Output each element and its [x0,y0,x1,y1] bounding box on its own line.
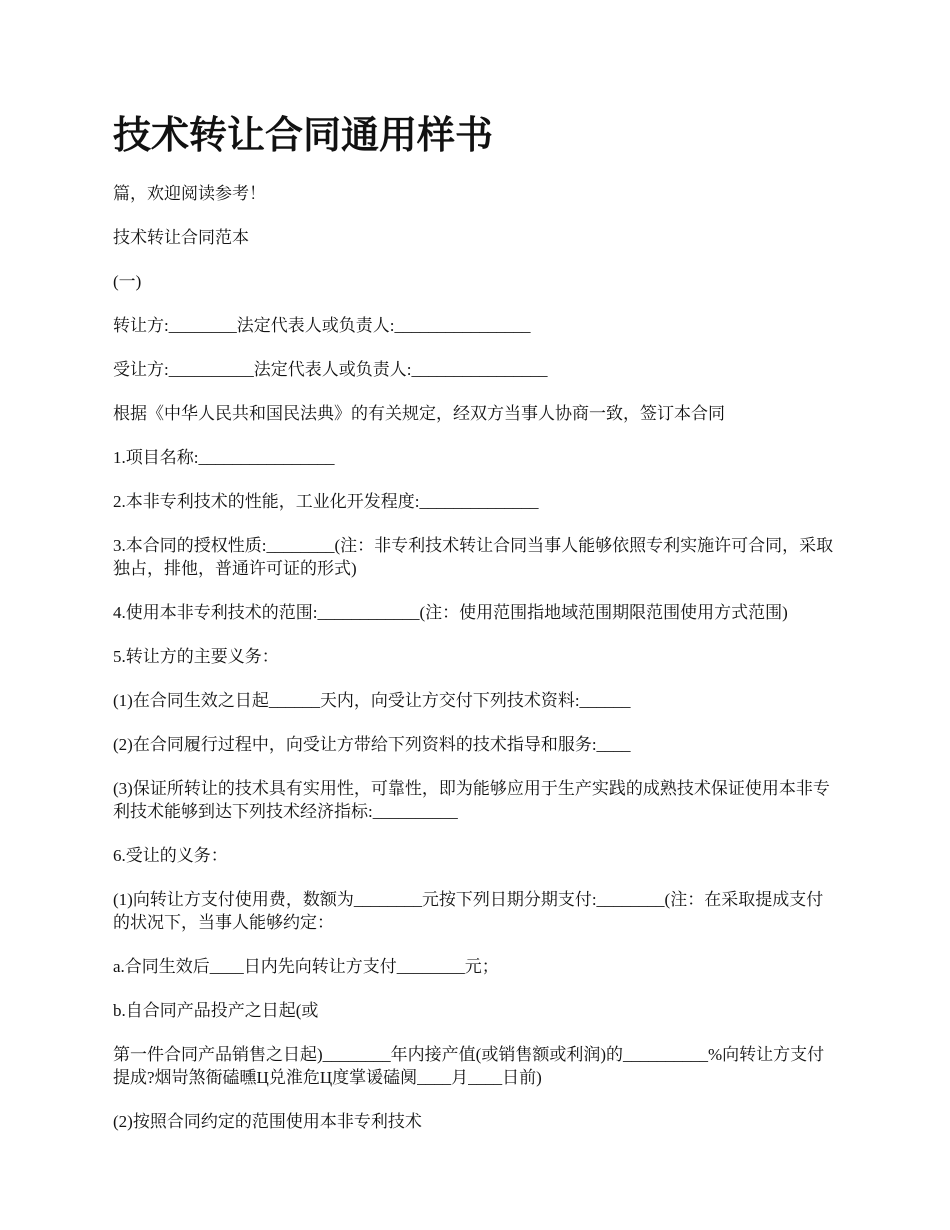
paragraph-intro: 篇，欢迎阅读参考！ [113,184,266,203]
paragraph-item-5-2: (2)在合同履行过程中，向受让方带给下列资料的技术指导和服务:____ [113,735,631,754]
paragraph-item-6-1: (1)向转让方支付使用费，数额为________元按下列日期分期支付:________(注：在采取提成支付的状况下，当事人能够约定： [113,890,824,932]
paragraph-item-6-2: (2)按照合同约定的范围使用本非专利技术 [113,1112,422,1131]
paragraph-item-6-1-b-cont: 第一件合同产品销售之日起)________年内接产值(或销售额或利润)的__________%向转让方支付提成?烟岢煞衙磕曛Ц兑淮危Ц度掌谖磕阒____月____日前) [113,1045,825,1087]
paragraph-section-number: (一) [113,272,142,291]
paragraph-transferor: 转让方:________法定代表人或负责人:________________ [113,316,531,335]
paragraph-transferee: 受让方:__________法定代表人或负责人:________________ [113,360,548,379]
paragraph-legal-basis: 根据《中华人民共和国民法典》的有关规定，经双方当事人协商一致，签订本合同 [113,404,725,423]
paragraph-template-title: 技术转让合同范本 [113,228,249,247]
paragraph-item-4: 4.使用本非专利技术的范围:____________(注：使用范围指地域范围期限范围使用方式范围) [113,603,788,622]
document-title: 技术转让合同通用样书 [113,115,494,157]
paragraph-item-3: 3.本合同的授权性质:________(注：非专利技术转让合同当事人能够依照专利实施许可合同，采取独占，排他，普通许可证的形式) [113,536,834,578]
paragraph-item-5-3: (3)保证所转让的技术具有实用性，可靠性，即为能够应用于生产实践的成熟技术保证使用本非专利技术能够到达下列技术经济指标:__________ [113,779,830,821]
paragraph-item-6-1-b: b.自合同产品投产之日起(或 [113,1001,319,1020]
paragraph-item-1: 1.项目名称:________________ [113,448,335,467]
paragraph-item-5: 5.转让方的主要义务： [113,647,279,666]
paragraph-item-6: 6.受让的义务： [113,846,228,865]
paragraph-item-6-1-a: a.合同生效后____日内先向转让方支付________元； [113,957,499,976]
paragraph-item-2: 2.本非专利技术的性能，工业化开发程度:______________ [113,492,539,511]
paragraph-item-5-1: (1)在合同生效之日起______天内，向受让方交付下列技术资料:______ [113,691,631,710]
document-page [113,112,838,1154]
